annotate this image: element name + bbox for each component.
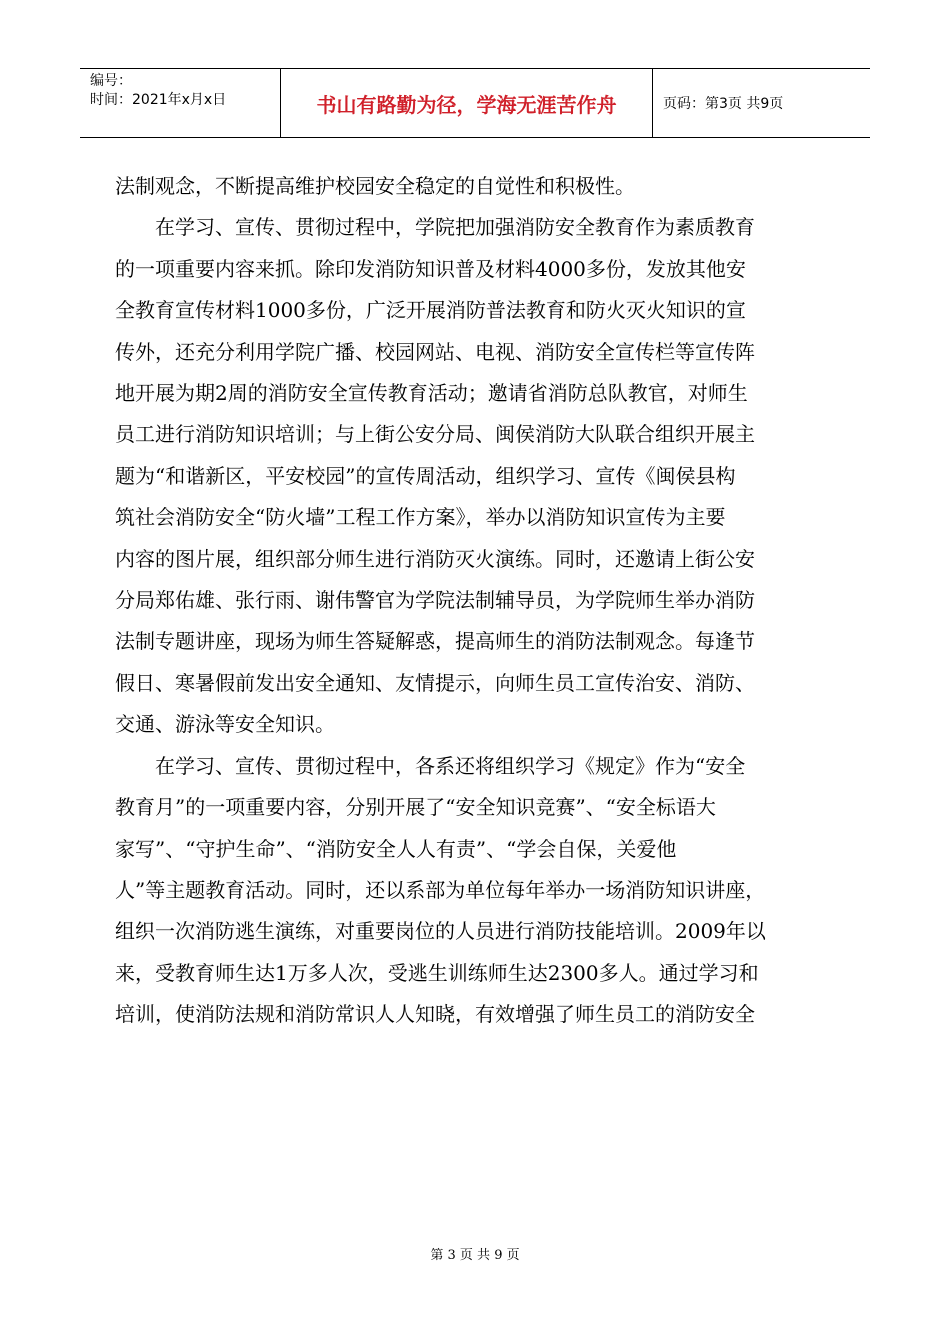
text-line: 筑社会消防安全“防火墙”工程工作方案》，举办以消防知识宣传为主要 <box>115 505 726 530</box>
header-page-info: 页码：第3页 共9页 <box>663 96 784 112</box>
text-line: 法制观念，不断提高维护校园安全稳定的自觉性和积极性。 <box>115 174 635 198</box>
paragraph-1 <box>115 166 840 207</box>
text-line: 来，受教育师生达1万多人次，受逃生训练师生达2300多人。通过学习和 <box>115 960 759 985</box>
text-line: 传外，还充分利用学院广播、校园网站、电视、消防安全宣传栏等宣传阵 <box>115 339 755 364</box>
text-line: 题为“和谐新区，平安校园”的宣传周活动，组织学习、宣传《闽侯县构 <box>115 463 736 488</box>
header-motto: 书山有路勤为径，学海无涯苦作舟 <box>280 69 653 137</box>
page-footer: 第 3 页 共 9 页 <box>430 1248 520 1263</box>
document-body <box>115 166 840 1036</box>
page-header <box>80 68 870 138</box>
text-line: 组织一次消防逃生演练，对重要岗位的人员进行消防技能培训。2009年以 <box>115 919 766 944</box>
text-line: 的一项重要内容来抓。除印发消防知识普及材料4000多份，发放其他安 <box>115 256 746 281</box>
header-meta <box>80 69 280 137</box>
text-line: 在学习、宣传、贯彻过程中，学院把加强消防安全教育作为素质教育 <box>155 215 755 240</box>
text-line: 全教育宣传材料1000多份，广泛开展消防普法教育和防火灭火知识的宣 <box>115 298 746 323</box>
text-line: 假日、寒暑假前发出安全通知、友情提示，向师生员工宣传治安、消防、 <box>115 670 755 695</box>
document-number-label: 编号： <box>90 73 132 89</box>
paragraph-2 <box>115 207 840 745</box>
text-line: 交通、游泳等安全知识。 <box>115 712 335 737</box>
text-line: 内容的图片展，组织部分师生进行消防灭火演练。同时，还邀请上街公安 <box>115 546 755 571</box>
text-line: 法制专题讲座，现场为师生答疑解惑，提高师生的消防法制观念。每逢节 <box>115 629 755 654</box>
text-line: 教育月”的一项重要内容，分别开展了“安全知识竞赛”、“安全标语大 <box>115 795 716 820</box>
text-line: 员工进行消防知识培训；与上街公安分局、闽侯消防大队联合组织开展主 <box>115 422 755 447</box>
paragraph-3 <box>115 746 840 1036</box>
text-line: 分局郑佑雄、张行雨、谢伟警官为学院法制辅导员，为学院师生举办消防 <box>115 588 755 613</box>
text-line: 培训，使消防法规和消防常识人人知晓，有效增强了师生员工的消防安全 <box>115 1002 755 1027</box>
text-line: 人”等主题教育活动。同时，还以系部为单位每年举办一场消防知识讲座， <box>115 877 766 902</box>
text-line: 地开展为期2周的消防安全宣传教育活动；邀请省消防总队教官，对师生 <box>115 381 748 406</box>
text-line: 家写”、“守护生命”、“消防安全人人有责”、“学会自保，关爱他 <box>115 836 677 861</box>
text-line: 在学习、宣传、贯彻过程中，各系还将组织学习《规定》作为“安全 <box>155 753 746 778</box>
document-time-label: 时间：2021年x月x日 <box>90 92 227 108</box>
